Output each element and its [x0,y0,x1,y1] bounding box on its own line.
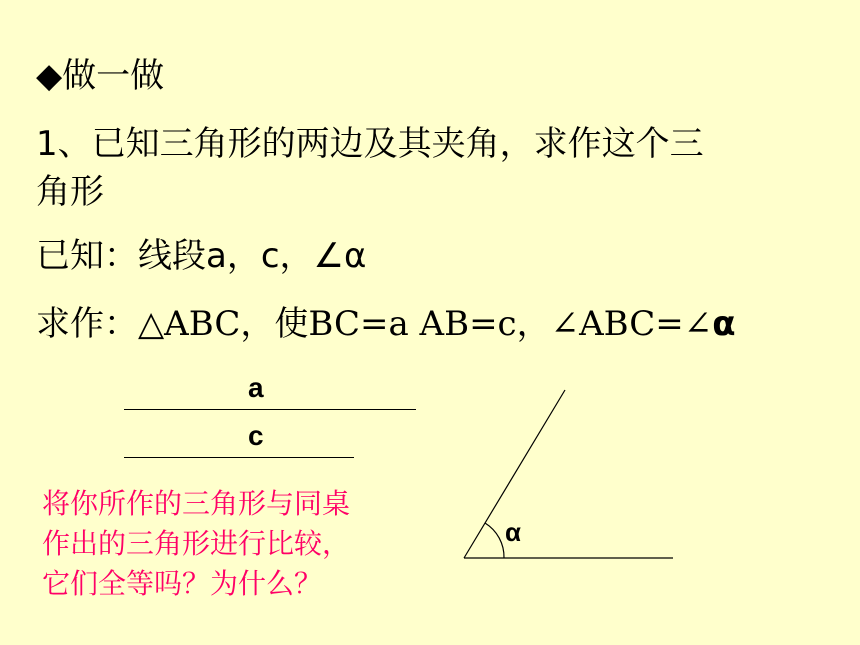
segment-a-label: a [248,372,264,403]
construct-prefix: 求作： [36,304,138,344]
construct-alpha: α [712,304,736,344]
note-line3: 它们全等吗？为什么？ [42,567,323,600]
heading-text: 做一做 [62,56,165,96]
segment-c-label: c [248,420,264,451]
task1-line2: 角形 [36,172,104,212]
task1-line1: 1、已知三角形的两边及其夹角，求作这个三 [36,124,704,164]
angle-alpha-label: α [505,517,521,547]
angle-arc [485,523,504,558]
diamond-bullet-icon: ◆ [36,56,63,96]
note-line2: 作出的三角形进行比较， [42,527,351,560]
given-statement: 已知：线段a，c，∠α [36,236,367,276]
comparison-note [42,484,442,604]
construct-formula: △ABC，使BC=a AB=c，∠ABC=∠ [138,304,713,344]
note-line1: 将你所作的三角形与同桌 [42,487,351,520]
